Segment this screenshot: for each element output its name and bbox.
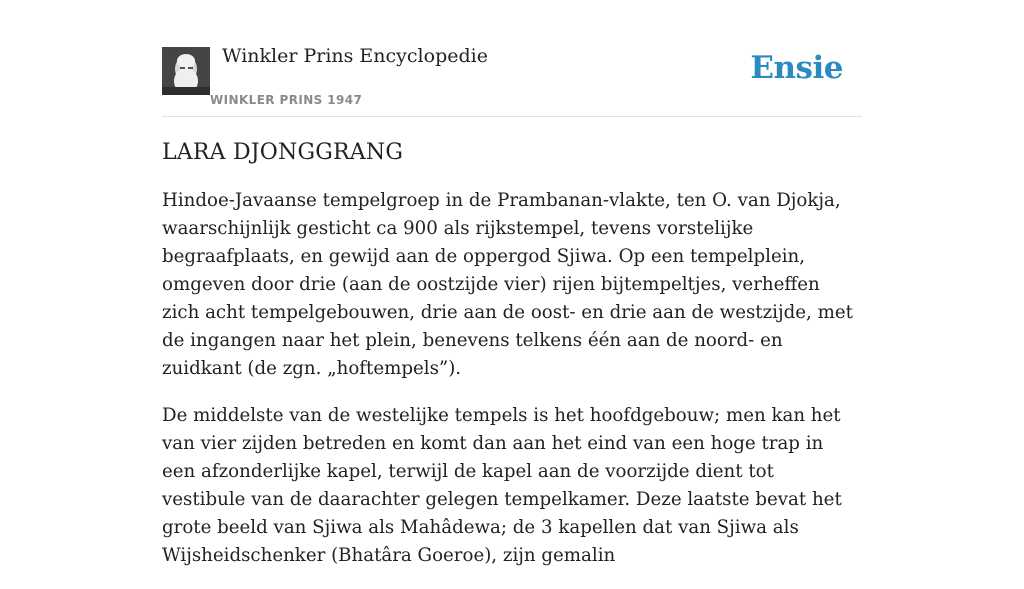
- article-title: LARA DJONGGRANG: [162, 140, 404, 165]
- source-header: [162, 0, 862, 117]
- article-paragraph: Hindoe-Javaanse tempelgroep in de Prambanan-vlakte, ten O. van Djokja, waarschijnlijk gesticht ca 900 als rijkstempel, tevens vorstelijke begraafplaats, en gewijd aan de oppergod Sjiwa. Op een tempelplein, omgeven door drie (aan de oostzijde vier) rijen bijtempeltjes, verheffen zich acht tempelgebouwen, drie aan de oost- en drie aan de westzijde, met de ingangen naar het plein, benevens telkens één aan de noord- en zuidkant (de zgn. „hoftempels”).: [162, 190, 853, 379]
- brand-logo[interactable]: Ensie: [750, 50, 843, 86]
- article-body: [162, 140, 862, 589]
- source-subtitle[interactable]: WINKLER PRINS 1947: [210, 93, 363, 107]
- author-portrait-icon[interactable]: [162, 47, 210, 95]
- article-paragraph: De middelste van de westelijke tempels is het hoofdgebouw; men kan het van vier zijden betreden en komt dan aan het eind van een hoge trap in een afzonderlijke kapel, terwijl de kapel aan de voorzijde dient tot vestibule van de daarachter gelegen tempelkamer. Deze laatste bevat het grote beeld van Sjiwa als Mahâdewa; de 3 kapellen dat van Sjiwa als Wijsheidschenker (Bhatâra Goeroe), zijn gemalin: [162, 405, 842, 566]
- source-title[interactable]: Winkler Prins Encyclopedie: [222, 45, 488, 67]
